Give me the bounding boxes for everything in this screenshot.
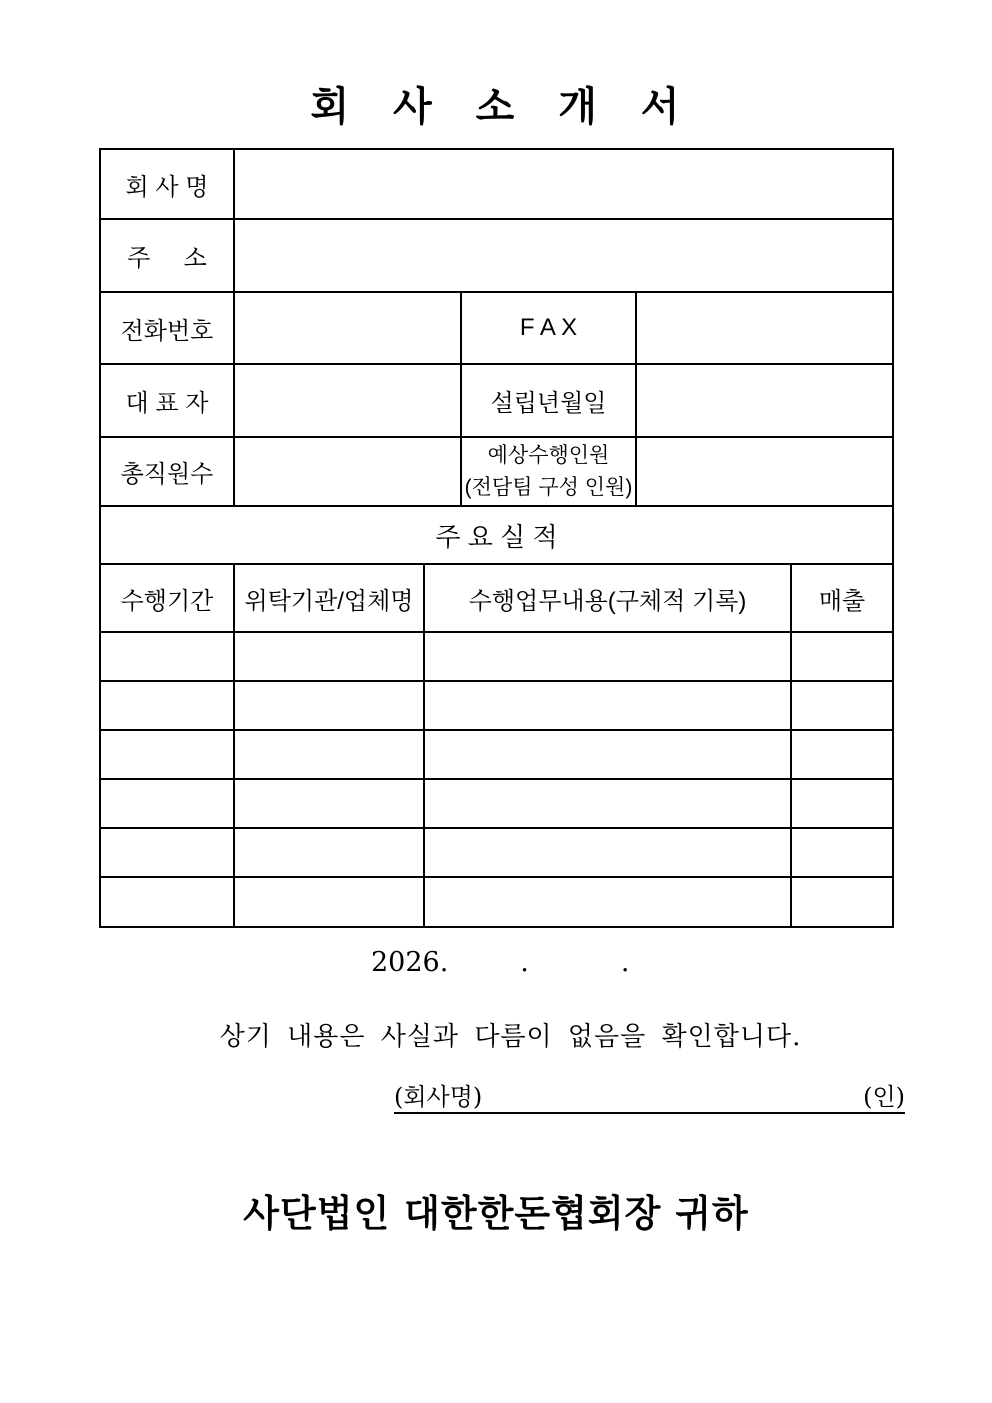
expected-staff-label-text: 예상수행인원 (전담팀 구성 인원) bbox=[464, 444, 633, 499]
document-title: 회 사 소 개 서 bbox=[310, 83, 682, 130]
perf-row1-period-cell bbox=[101, 633, 235, 682]
date-line bbox=[371, 948, 629, 978]
expected-staff-label bbox=[462, 438, 637, 507]
perf-row3-revenue-cell bbox=[792, 731, 892, 780]
ceo-value-cell bbox=[235, 365, 462, 438]
signature-seal-label: (인) bbox=[863, 1083, 905, 1112]
perf-row2-agency-cell bbox=[235, 682, 425, 731]
company-intro-table bbox=[99, 148, 894, 928]
founding-date-value-cell bbox=[637, 365, 892, 438]
founding-date-label: 설립년월일 bbox=[462, 365, 637, 438]
perf-row4-period-cell bbox=[101, 780, 235, 829]
perf-row6-description-cell bbox=[425, 878, 792, 926]
perf-col-description: 수행업무내용(구체적 기록) bbox=[425, 565, 792, 633]
performance-section bbox=[101, 565, 892, 926]
perf-row5-description-cell bbox=[425, 829, 792, 878]
perf-row2-revenue-cell bbox=[792, 682, 892, 731]
perf-row1-agency-cell bbox=[235, 633, 425, 682]
perf-row3-period-cell bbox=[101, 731, 235, 780]
expected-staff-value-cell bbox=[637, 438, 892, 507]
major-performance-header: 주 요 실 적 bbox=[101, 507, 892, 565]
phone-value-cell bbox=[235, 293, 462, 365]
perf-row5-period-cell bbox=[101, 829, 235, 878]
perf-row4-revenue-cell bbox=[792, 780, 892, 829]
signature-company-label: (회사명) bbox=[394, 1083, 483, 1112]
ceo-label: 대 표 자 bbox=[101, 365, 235, 438]
perf-row6-period-cell bbox=[101, 878, 235, 926]
fax-label: F A X bbox=[462, 293, 637, 365]
total-employees-label: 총직원수 bbox=[101, 438, 235, 507]
perf-col-agency: 위탁기관/업체명 bbox=[235, 565, 425, 633]
perf-row4-agency-cell bbox=[235, 780, 425, 829]
perf-row5-agency-cell bbox=[235, 829, 425, 878]
signature-line bbox=[394, 1084, 905, 1114]
address-value-cell bbox=[235, 220, 892, 293]
perf-row6-revenue-cell bbox=[792, 878, 892, 926]
address-label: 주 소 bbox=[101, 220, 235, 293]
perf-row4-description-cell bbox=[425, 780, 792, 829]
perf-row1-revenue-cell bbox=[792, 633, 892, 682]
date-day-dot: . bbox=[620, 947, 630, 978]
perf-row1-description-cell bbox=[425, 633, 792, 682]
date-year-text: 2026. bbox=[371, 947, 449, 978]
perf-row2-description-cell bbox=[425, 682, 792, 731]
perf-row3-description-cell bbox=[425, 731, 792, 780]
perf-row3-agency-cell bbox=[235, 731, 425, 780]
recipient-line: 사단법인 대한한돈협회장 귀하 bbox=[243, 1191, 749, 1235]
total-employees-value-cell bbox=[235, 438, 462, 507]
fax-value-cell bbox=[637, 293, 892, 365]
confirmation-text: 상기 내용은 사실과 다름이 없음을 확인합니다. bbox=[219, 1022, 802, 1052]
perf-col-revenue: 매출 bbox=[792, 565, 892, 633]
perf-row2-period-cell bbox=[101, 682, 235, 731]
date-month-dot: . bbox=[520, 947, 529, 978]
company-name-value-cell bbox=[235, 150, 892, 220]
perf-row6-agency-cell bbox=[235, 878, 425, 926]
perf-col-period: 수행기간 bbox=[101, 565, 235, 633]
phone-label: 전화번호 bbox=[101, 293, 235, 365]
company-name-label: 회 사 명 bbox=[101, 150, 235, 220]
perf-row5-revenue-cell bbox=[792, 829, 892, 878]
company-info-section bbox=[101, 150, 892, 507]
